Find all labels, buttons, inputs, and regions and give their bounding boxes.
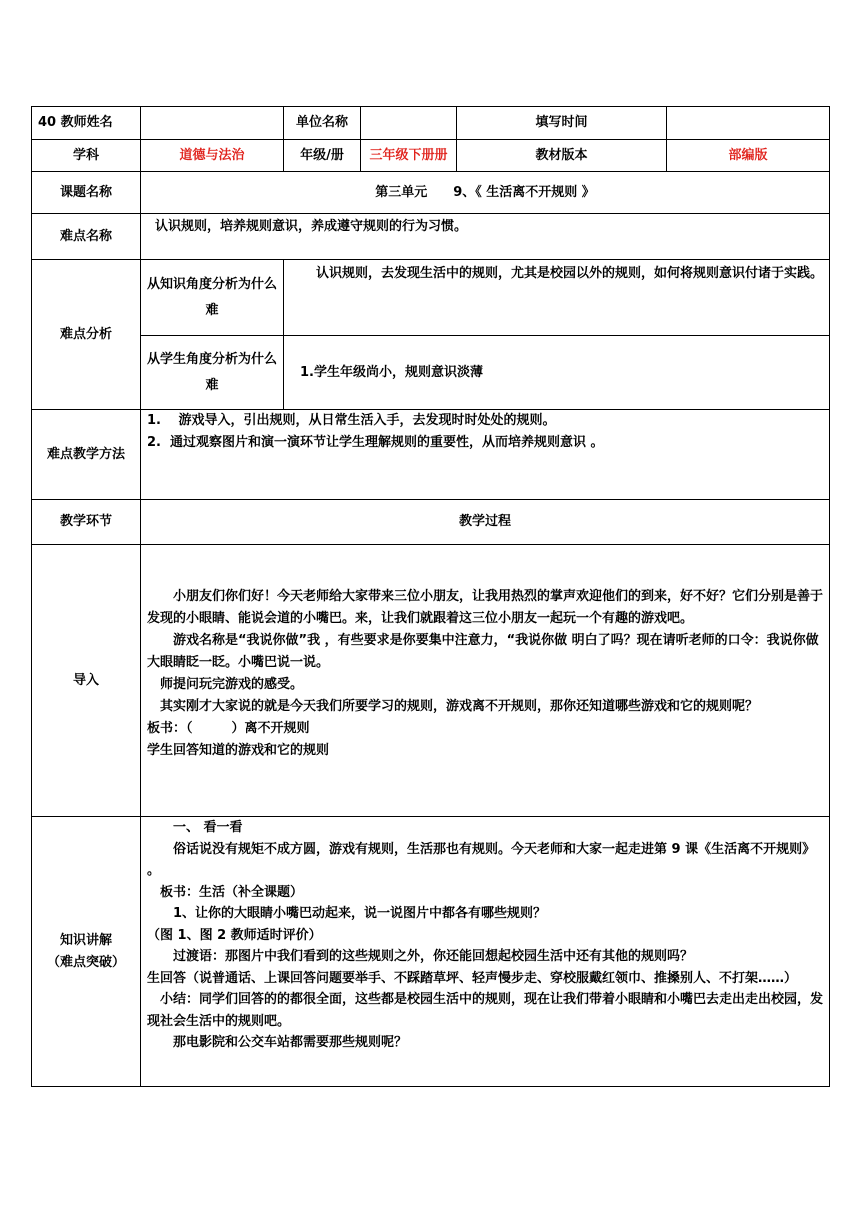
edition-value: 部编版 <box>667 140 830 172</box>
unit-name-value <box>361 107 457 140</box>
difficulty-value: 认识规则，培养规则意识，养成遵守规则的行为习惯。 <box>141 214 830 260</box>
method-label: 难点教学方法 <box>32 410 141 500</box>
method-list <box>141 410 830 500</box>
teacher-name-value <box>141 107 284 140</box>
intro-label: 导入 <box>32 545 141 817</box>
teacher-name-label: 40 教师姓名 <box>32 107 141 140</box>
knowledge-paragraph: 板书：生活（补全课题） <box>160 884 304 900</box>
intro-paragraph: 板书：（ ）离不开规则 <box>147 720 310 736</box>
knowledge-paragraph: 1、让你的大眼睛小嘴巴动起来，说一说图片中都各有哪些规则？ <box>173 906 547 921</box>
subject-value: 道德与法治 <box>141 140 284 172</box>
grade-value: 三年级下册册 <box>361 140 457 172</box>
method-item: 1. 游戏导入，引出规则，从日常生活入手，去发现时时处处的规则。 <box>147 413 556 428</box>
difficulty-row <box>32 214 830 260</box>
intro-content <box>141 545 830 817</box>
knowledge-paragraph: 那电影院和公交车站都需要那些规则呢？ <box>173 1035 408 1050</box>
intro-row <box>32 545 830 817</box>
student-analysis-row <box>32 336 830 410</box>
method-row <box>32 410 830 500</box>
fill-time-value <box>667 107 830 140</box>
knowledge-label-line2: （难点突破） <box>46 954 125 970</box>
edition-label: 教材版本 <box>457 140 667 172</box>
intro-paragraph: 学生回答知道的游戏和它的规则 <box>147 742 330 758</box>
unit-name-label: 单位名称 <box>284 107 361 140</box>
grade-label: 年级/册 <box>284 140 361 172</box>
teaching-process-header: 教学过程 <box>141 500 830 545</box>
process-header-row <box>32 500 830 545</box>
knowledge-angle-label: 从知识角度分析为什么难 <box>141 260 284 336</box>
lesson-title-label: 课题名称 <box>32 172 141 214</box>
method-item: 2. 通过观察图片和演一演环节让学生理解规则的重要性，从而培养规则意识 。 <box>147 435 604 450</box>
knowledge-label-line1: 知识讲解 <box>59 932 112 948</box>
fill-time-label: 填写时间 <box>457 107 667 140</box>
knowledge-row <box>32 817 830 1087</box>
knowledge-content <box>141 817 830 1087</box>
teaching-step-header: 教学环节 <box>32 500 141 545</box>
intro-paragraph: 小朋友们你们好！今天老师给大家带来三位小朋友，让我用热烈的掌声欢迎他们的到来，好不好？它们分别是善于发现的小眼睛、能说会道的小嘴巴。来，让我们就跟着这三位小朋友一起玩一个有趣的游戏吧。 <box>147 588 824 626</box>
knowledge-paragraph: 俗话说没有规矩不成方圆，游戏有规则，生活那也有规则。今天老师和大家一起走进第 9 课《生活离不开规则》 。 <box>147 841 816 878</box>
analysis-label: 难点分析 <box>32 260 141 410</box>
lesson-title-value: 第三单元 9、《 生活离不开规则 》 <box>141 172 830 214</box>
knowledge-label <box>32 817 141 1087</box>
knowledge-paragraph: 小结：同学们回答的的都很全面，这些都是校园生活中的规则，现在让我们带着小眼睛和小嘴巴去走出走出校园，发现社会生活中的规则吧。 <box>147 992 824 1029</box>
knowledge-paragraph: 过渡语：那图片中我们看到的这些规则之外，你还能回想起校园生活中还有其他的规则吗？ <box>173 949 694 964</box>
knowledge-paragraph: （图 1、图 2 教师适时评价） <box>147 927 322 943</box>
knowledge-paragraph: 生回答（说普通话、上课回答问题要举手、不踩踏草坪、轻声慢步走、穿校服戴红领巾、推搡别人、不打架……） <box>147 970 798 986</box>
intro-paragraph: 其实刚才大家说的就是今天我们所要学习的规则，游戏离不开规则，那你还知道哪些游戏和它的规则呢？ <box>160 698 759 714</box>
difficulty-label: 难点名称 <box>32 214 141 260</box>
intro-paragraph: 师提问玩完游戏的感受。 <box>160 676 304 692</box>
knowledge-analysis-row <box>32 260 830 336</box>
header-row-1 <box>32 107 830 140</box>
knowledge-paragraph: 一、 看一看 <box>173 820 243 835</box>
knowledge-angle-value: 认识规则，去发现生活中的规则，尤其是校园以外的规则，如何将规则意识付诸于实践。 <box>284 260 830 336</box>
intro-paragraph: 游戏名称是“我说你做”我 ，有些要求是你要集中注意力，“我说你做 明白了吗？现在请听老师的口令：我说你做大眼睛眨一眨。小嘴巴说一说。 <box>147 632 819 670</box>
title-row <box>32 172 830 214</box>
student-angle-value: 1.学生年级尚小，规则意识淡薄 <box>284 336 830 410</box>
lesson-plan-table <box>31 106 830 1087</box>
subject-label: 学科 <box>32 140 141 172</box>
student-angle-label: 从学生角度分析为什么难 <box>141 336 284 410</box>
header-row-2 <box>32 140 830 172</box>
